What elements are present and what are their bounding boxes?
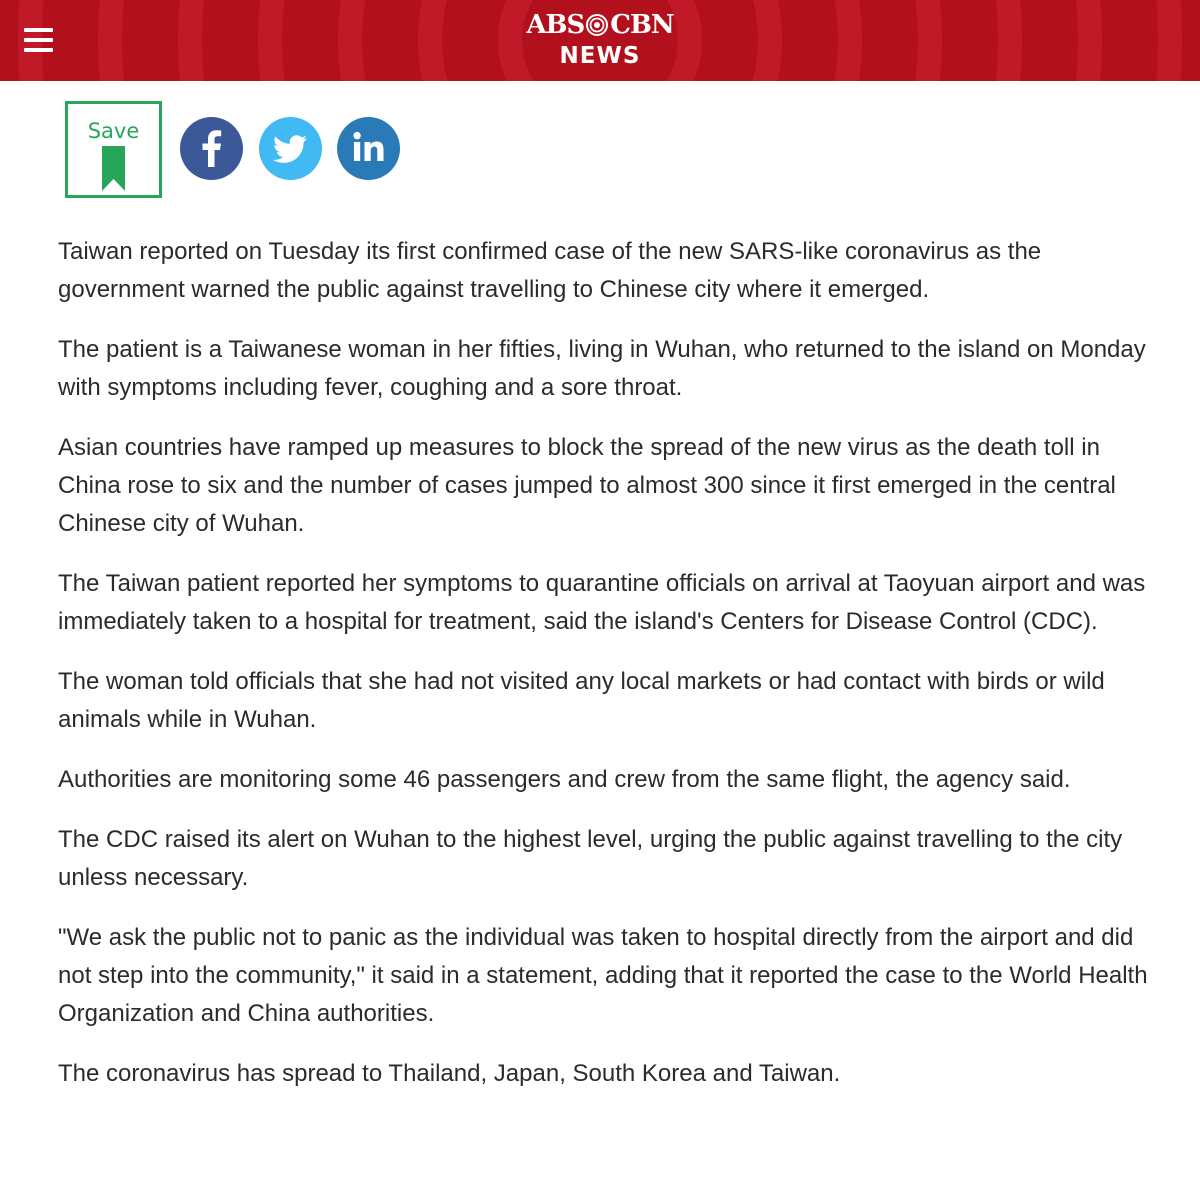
article-paragraph: The coronavirus has spread to Thailand, Japan, South Korea and Taiwan.: [58, 1060, 841, 1087]
site-header: [0, 0, 1200, 81]
menu-button[interactable]: [24, 26, 54, 56]
article-paragraph: "We ask the public not to panic as the individual was taken to hospital directly from the airport and did not step into the community," it said in a statement, adding that it reported the case to the World Health Organization and China authorities.: [58, 924, 1148, 1027]
article-paragraph: The patient is a Taiwanese woman in her fifties, living in Wuhan, who returned to the island on Monday with symptoms including fever, coughing and a sore throat.: [58, 336, 1146, 401]
article-paragraph: The CDC raised its alert on Wuhan to the highest level, urging the public against travelling to the city unless necessary.: [58, 826, 1123, 891]
twitter-icon: [259, 117, 322, 180]
abs-cbn-news-logo[interactable]: [500, 10, 700, 74]
facebook-share-button[interactable]: [180, 117, 243, 180]
facebook-icon: [180, 117, 243, 180]
bookmark-icon: [102, 146, 125, 191]
article-paragraph: Asian countries have ramped up measures to block the spread of the new virus as the death toll in China rose to six and the number of cases jumped to almost 300 since it first emerged in the central Chinese city of Wuhan.: [58, 434, 1116, 537]
article-paragraph: The woman told officials that she had not visited any local markets or had contact with birds or wild animals while in Wuhan.: [58, 668, 1105, 733]
article-body: [58, 233, 1168, 1115]
logo-ring-icon: [586, 14, 608, 36]
twitter-share-button[interactable]: [259, 117, 322, 180]
article-paragraph: Taiwan reported on Tuesday its first confirmed case of the new SARS-like coronavirus as the government warned the public against travelling to Chinese city where it emerged.: [58, 238, 1042, 303]
logo-text-right: CBN: [610, 10, 674, 40]
linkedin-icon: [337, 117, 400, 180]
article-paragraph: The Taiwan patient reported her symptoms to quarantine officials on arrival at Taoyuan airport and was immediately taken to a hospital for treatment, said the island's Centers for Disease Control (CDC).: [58, 570, 1146, 635]
logo-text-left: ABS: [526, 10, 585, 40]
logo-subtitle: NEWS: [559, 43, 641, 69]
save-button[interactable]: [65, 101, 162, 198]
save-label: Save: [87, 119, 140, 143]
article-paragraph: Authorities are monitoring some 46 passengers and crew from the same flight, the agency said.: [58, 766, 1071, 793]
linkedin-share-button[interactable]: [337, 117, 400, 180]
